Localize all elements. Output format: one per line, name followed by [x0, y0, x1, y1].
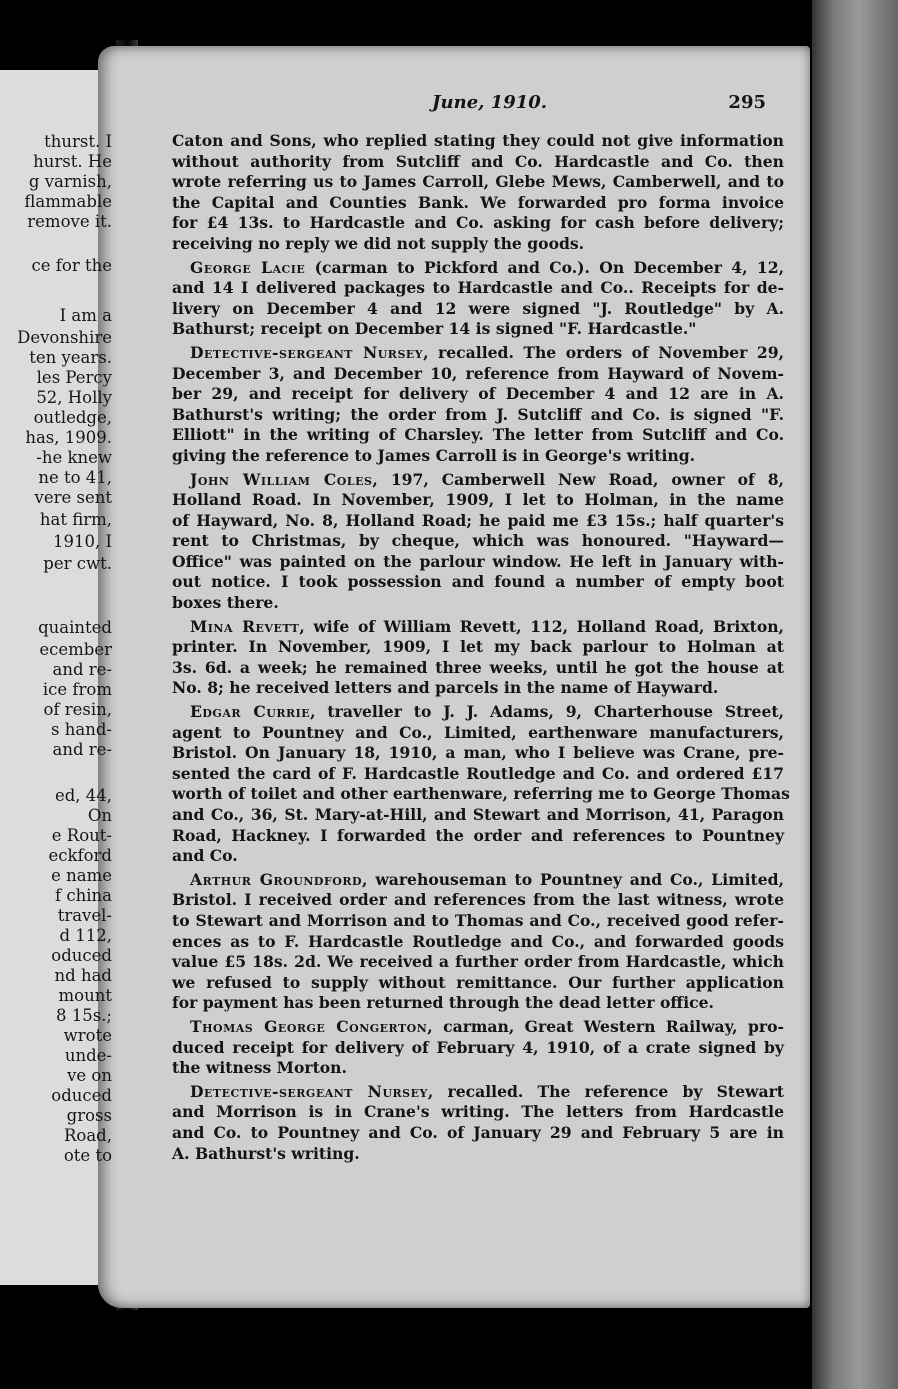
- text-line: 3s. 6d. a week; he remained three weeks, until he got the house at: [172, 657, 784, 677]
- left-fragment-line: has, 1909.: [25, 428, 112, 447]
- text-line: livery on December 4 and 12 were signed "J. Routledge" by A.: [172, 298, 784, 318]
- text-line: Edgar Currie, traveller to J. J. Adams, 9, Charterhouse Street,: [190, 702, 784, 722]
- left-fragment-line: hurst. He: [33, 152, 112, 171]
- text-line: the witness Morton.: [172, 1058, 347, 1078]
- paragraph: [172, 1082, 784, 1164]
- text-line: sented the card of F. Hardcastle Routledge and Co. and ordered £17: [172, 763, 784, 783]
- left-fragment-line: ecember: [39, 640, 112, 659]
- left-fragment-line: and re-: [52, 660, 112, 679]
- left-fragment-line: thurst. I: [44, 132, 112, 151]
- text-line: Detective-sergeant Nursey, recalled. The orders of November 29,: [190, 342, 785, 362]
- text-line: December 3, and December 10, reference from Hayward of Novem-: [172, 363, 784, 383]
- left-fragment-line: les Percy: [36, 368, 112, 387]
- text-line: value £5 18s. 2d. We received a further order from Hardcastle, which: [172, 952, 784, 972]
- speaker-name: Arthur Groundford: [190, 869, 363, 889]
- text-line: Office" was painted on the parlour window. He left in January with-: [172, 551, 784, 571]
- left-fragment-line: mount: [58, 986, 112, 1005]
- left-fragment-line: 52, Holly: [36, 388, 112, 407]
- page-number: 295: [728, 92, 766, 113]
- left-fragment-line: flammable: [24, 192, 112, 211]
- left-fragment-line: gross: [66, 1106, 112, 1125]
- left-fragment-line: unde-: [64, 1046, 112, 1065]
- text-line: and Co. to Pountney and Co. of January 29 and February 5 are in: [172, 1122, 784, 1142]
- left-fragment-line: ce for the: [31, 256, 112, 275]
- left-fragment-line: ote to: [63, 1146, 112, 1165]
- text-line: to Stewart and Morrison and to Thomas and Co., received good refer-: [172, 910, 784, 930]
- left-fragment-line: e Rout-: [51, 826, 112, 845]
- speaker-name: George Lacie: [190, 257, 306, 277]
- left-fragment-line: of resin,: [43, 700, 112, 719]
- speaker-name: Thomas George Congerton: [190, 1016, 428, 1036]
- text-line: Road, Hackney. I forwarded the order and references to Pountney: [172, 825, 784, 845]
- text-line: and 14 I delivered packages to Hardcastle and Co.. Receipts for de-: [172, 278, 784, 298]
- speaker-name: Detective-sergeant Nursey: [190, 1081, 428, 1101]
- left-fragment-line: remove it.: [27, 212, 112, 231]
- speaker-name: John William Coles: [190, 469, 373, 489]
- text-line: Arthur Groundford, warehouseman to Pountney and Co., Limited,: [190, 869, 785, 889]
- left-fragment-line: d 112,: [59, 926, 112, 945]
- left-fragment-line: e name: [51, 866, 112, 885]
- paragraph: [172, 617, 784, 699]
- paragraph: [172, 702, 790, 867]
- left-fragment-line: travel-: [57, 906, 112, 925]
- left-fragment-line: ten years.: [29, 348, 112, 367]
- text-line: printer. In November, 1909, I let my back parlour to Holman at: [172, 637, 784, 657]
- speaker-name: Detective-sergeant Nursey: [190, 342, 424, 362]
- left-fragment-line: 8 15s.;: [55, 1006, 112, 1025]
- left-fragment-line: oduced: [51, 946, 112, 965]
- left-fragment-line: ve on: [67, 1066, 112, 1085]
- left-fragment-line: wrote: [63, 1026, 112, 1045]
- text-line: worth of toilet and other earthenware, referring me to George Thomas: [172, 784, 790, 804]
- left-fragment-line: per cwt.: [43, 554, 112, 573]
- left-fragment-line: Road,: [63, 1126, 112, 1145]
- paragraph: [172, 131, 784, 255]
- left-fragment-line: eckford: [48, 846, 112, 865]
- text-line: without authority from Sutcliff and Co. Hardcastle and Co. then: [172, 151, 784, 171]
- text-line: and Co.: [172, 846, 238, 866]
- left-fragment-line: g varnish,: [28, 172, 112, 191]
- page-header: [180, 92, 780, 118]
- text-line: for payment has been returned through the dead letter office.: [172, 993, 714, 1013]
- left-fragment-line: 1910, I: [53, 532, 112, 551]
- text-line: boxes there.: [172, 593, 279, 613]
- left-fragment-line: quainted: [38, 618, 112, 637]
- page-body: [172, 131, 790, 1164]
- left-fragment-line: and re-: [52, 740, 112, 759]
- left-fragment-line: ice from: [42, 680, 112, 699]
- paragraph: [172, 343, 784, 467]
- speaker-name: Edgar Currie: [190, 702, 311, 722]
- left-fragment-line: I am a: [59, 306, 112, 325]
- text-line: Bristol. I received order and references from the last witness, wrote: [172, 890, 784, 910]
- text-line: ber 29, and receipt for delivery of December 4 and 12 are in A.: [172, 384, 784, 404]
- left-fragment-line: ne to 41,: [38, 468, 112, 487]
- left-fragment-line: oduced: [51, 1086, 112, 1105]
- text-line: George Lacie (carman to Pickford and Co.). On December 4, 12,: [190, 257, 784, 277]
- text-line: Holland Road. In November, 1909, I let to Holman, in the name: [172, 490, 784, 510]
- text-line: the Capital and Counties Bank. We forwarded pro forma invoice: [172, 192, 784, 212]
- text-line: Bathurst's writing; the order from J. Sutcliff and Co. is signed "F.: [172, 404, 784, 424]
- text-line: Caton and Sons, who replied stating they could not give information: [172, 131, 784, 150]
- page-edge-shadow: [812, 0, 898, 1389]
- paragraph: [172, 470, 784, 614]
- text-line: duced receipt for delivery of February 4, 1910, of a crate signed by: [172, 1037, 784, 1057]
- text-line: receiving no reply we did not supply the goods.: [172, 233, 585, 253]
- text-line: Bathurst; receipt on December 14 is signed "F. Hardcastle.": [172, 319, 697, 339]
- text-line: Detective-sergeant Nursey, recalled. The reference by Stewart: [190, 1081, 784, 1101]
- paragraph: [172, 258, 784, 340]
- text-line: of Hayward, No. 8, Holland Road; he paid me £3 15s.; half quarter's: [172, 510, 784, 530]
- text-line: agent to Pountney and Co., Limited, earthenware manufacturers,: [172, 722, 784, 742]
- left-fragment-line: On: [87, 806, 112, 825]
- text-line: Elliott" in the writing of Charsley. The letter from Sutcliff and Co.: [172, 425, 784, 445]
- left-fragment-line: hat firm,: [39, 510, 112, 529]
- left-fragment-line: s hand-: [51, 720, 112, 739]
- left-fragment-line: outledge,: [33, 408, 112, 427]
- left-fragment-line: -he knew: [36, 448, 112, 467]
- text-line: Mina Revett, wife of William Revett, 112, Holland Road, Brixton,: [190, 616, 784, 636]
- text-line: Bristol. On January 18, 1910, a man, who I believe was Crane, pre-: [172, 743, 784, 763]
- paragraph: [172, 870, 784, 1014]
- text-line: out notice. I took possession and found a number of empty boot: [172, 572, 784, 592]
- text-line: ences as to F. Hardcastle Routledge and Co., and forwarded goods: [172, 931, 784, 951]
- left-fragment-line: ed, 44,: [54, 786, 112, 805]
- text-line: rent to Christmas, by cheque, which was honoured. "Hayward—: [172, 531, 784, 551]
- text-line: and Co., 36, St. Mary-at-Hill, and Stewart and Morrison, 41, Paragon: [172, 805, 784, 824]
- left-fragment-line: f china: [55, 886, 112, 905]
- text-line: John William Coles, 197, Camberwell New Road, owner of 8,: [190, 469, 784, 489]
- page-title: June, 1910.: [432, 92, 548, 113]
- paragraph: [172, 1017, 784, 1079]
- speaker-name: Mina Revett: [190, 616, 300, 636]
- text-line: we refused to supply without remittance. Our further application: [172, 972, 784, 992]
- text-line: A. Bathurst's writing.: [172, 1143, 360, 1163]
- left-fragment-line: vere sent: [34, 488, 112, 507]
- text-line: No. 8; he received letters and parcels in the name of Hayward.: [172, 678, 719, 698]
- text-line: and Morrison is in Crane's writing. The letters from Hardcastle: [172, 1102, 784, 1122]
- left-fragment-line: Devonshire: [17, 328, 112, 347]
- text-line: wrote referring us to James Carroll, Glebe Mews, Camberwell, and to: [172, 172, 784, 192]
- text-line: for £4 13s. to Hardcastle and Co. asking for cash before delivery;: [172, 213, 784, 233]
- left-fragment-line: nd had: [54, 966, 112, 985]
- text-line: Thomas George Congerton, carman, Great Western Railway, pro-: [190, 1016, 784, 1036]
- text-line: giving the reference to James Carroll is in George's writing.: [172, 445, 696, 465]
